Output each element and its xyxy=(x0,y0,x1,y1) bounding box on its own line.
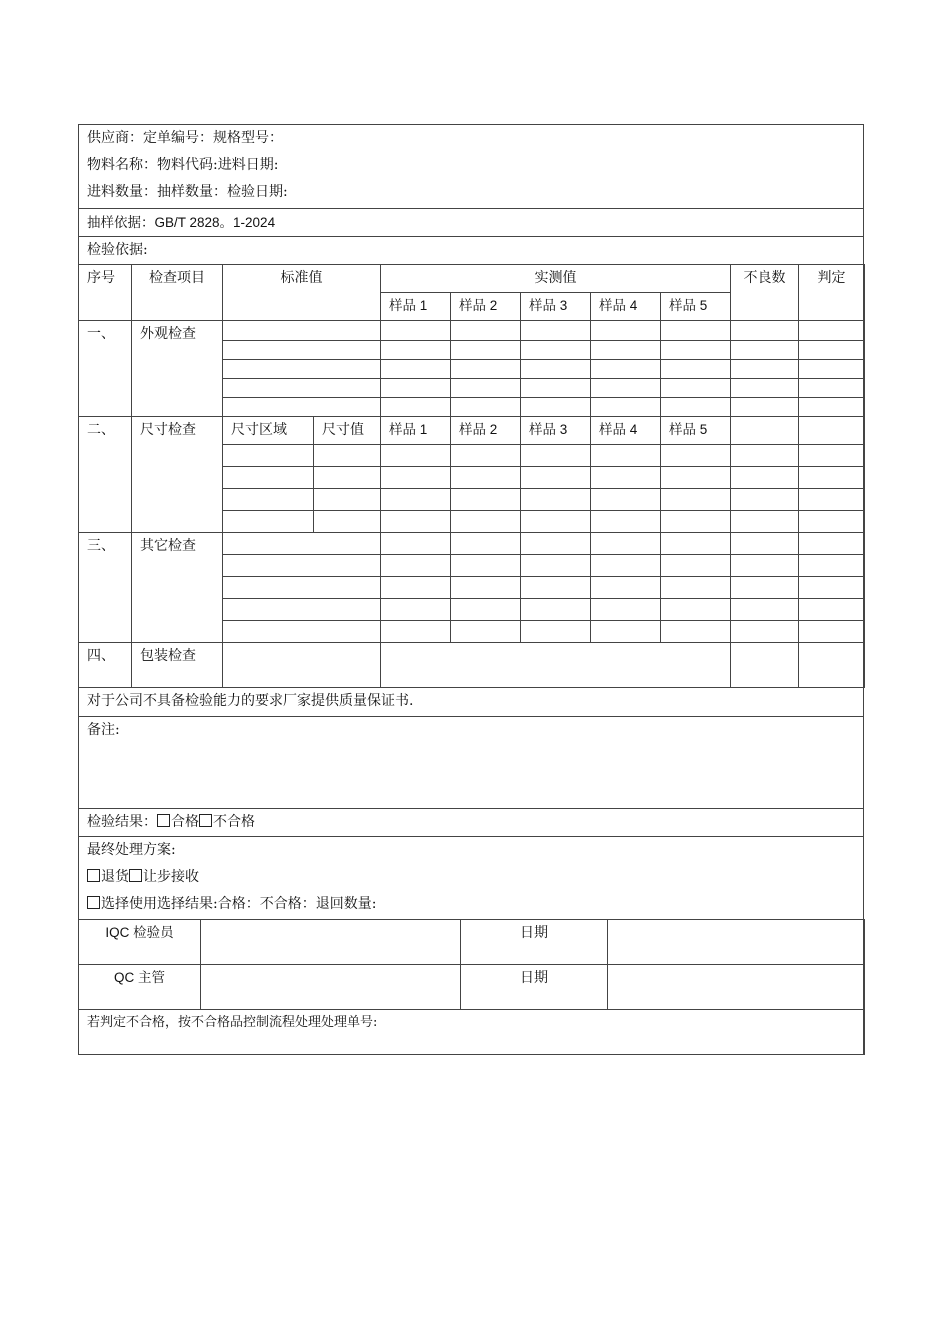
sample-header: 样品 2 xyxy=(451,293,521,321)
inspection-basis: 检验依据: xyxy=(79,236,863,264)
qc-label: QC 主管 xyxy=(79,965,201,1010)
col-seq: 序号 xyxy=(79,265,132,321)
header-block xyxy=(79,125,863,208)
input-cell[interactable] xyxy=(223,321,381,341)
checkbox-concession[interactable] xyxy=(129,869,142,882)
section-seq: 四、 xyxy=(79,643,132,688)
sample-header: 样品 1 xyxy=(381,293,451,321)
section-name: 其它检查 xyxy=(132,533,223,643)
checkbox-return[interactable] xyxy=(87,869,100,882)
sample-header: 样品 3 xyxy=(521,417,591,445)
final-options: 退货 让步接收 xyxy=(79,864,863,891)
section-seq: 三、 xyxy=(79,533,132,643)
iqc-label: IQC 检验员 xyxy=(79,920,201,965)
size-area-header: 尺寸区域 xyxy=(223,417,314,445)
header-line-1: 供应商：定单编号：规格型号： xyxy=(87,130,283,146)
sample-header: 样品 5 xyxy=(661,417,731,445)
sample-header: 样品 3 xyxy=(521,293,591,321)
qc-date-label: 日期 xyxy=(461,965,608,1010)
size-value-header: 尺寸值 xyxy=(314,417,381,445)
inspection-result: 检验结果： 合格 不合格 xyxy=(79,808,863,836)
footer-note: 若判定不合格，按不合格品控制流程处理处理单号: xyxy=(79,1010,865,1055)
sample-header: 样品 4 xyxy=(591,293,661,321)
inspection-table xyxy=(78,264,865,688)
iqc-date-label: 日期 xyxy=(461,920,608,965)
inspection-form xyxy=(78,124,864,1055)
col-defects: 不良数 xyxy=(731,265,799,321)
section-seq: 二、 xyxy=(79,417,132,533)
final-selective: 选择使用选择结果:合格：不合格：退回数量: xyxy=(79,891,863,918)
signature-table xyxy=(78,919,865,1055)
final-label: 最终处理方案: xyxy=(87,842,176,858)
section-name: 外观检查 xyxy=(132,321,223,417)
checkbox-selective[interactable] xyxy=(87,896,100,909)
sample-header: 样品 4 xyxy=(591,417,661,445)
col-measured: 实测值 xyxy=(381,265,731,293)
sampling-basis: 抽样依据：GB/T 2828。1-2024 xyxy=(79,208,863,236)
checkbox-fail[interactable] xyxy=(199,814,212,827)
qc-date[interactable] xyxy=(608,965,865,1010)
section-name: 尺寸检查 xyxy=(132,417,223,533)
final-disposition xyxy=(79,836,863,919)
remarks-label: 备注: xyxy=(87,722,120,738)
col-standard: 标准值 xyxy=(223,265,381,321)
sample-header: 样品 5 xyxy=(661,293,731,321)
header-line-3: 进料数量：抽样数量：检验日期: xyxy=(87,184,288,200)
sample-header: 样品 2 xyxy=(451,417,521,445)
col-item: 检查项目 xyxy=(132,265,223,321)
remarks[interactable] xyxy=(79,716,863,808)
supplier-note: 对于公司不具备检验能力的要求厂家提供质量保证书. xyxy=(87,693,414,709)
section-seq: 一、 xyxy=(79,321,132,417)
iqc-signature[interactable] xyxy=(201,920,461,965)
qc-signature[interactable] xyxy=(201,965,461,1010)
iqc-date[interactable] xyxy=(608,920,865,965)
sample-header: 样品 1 xyxy=(381,417,451,445)
header-line-2: 物料名称：物料代码:进料日期: xyxy=(87,157,279,173)
col-judgement: 判定 xyxy=(799,265,865,321)
section-name: 包装检查 xyxy=(132,643,223,688)
checkbox-pass[interactable] xyxy=(157,814,170,827)
